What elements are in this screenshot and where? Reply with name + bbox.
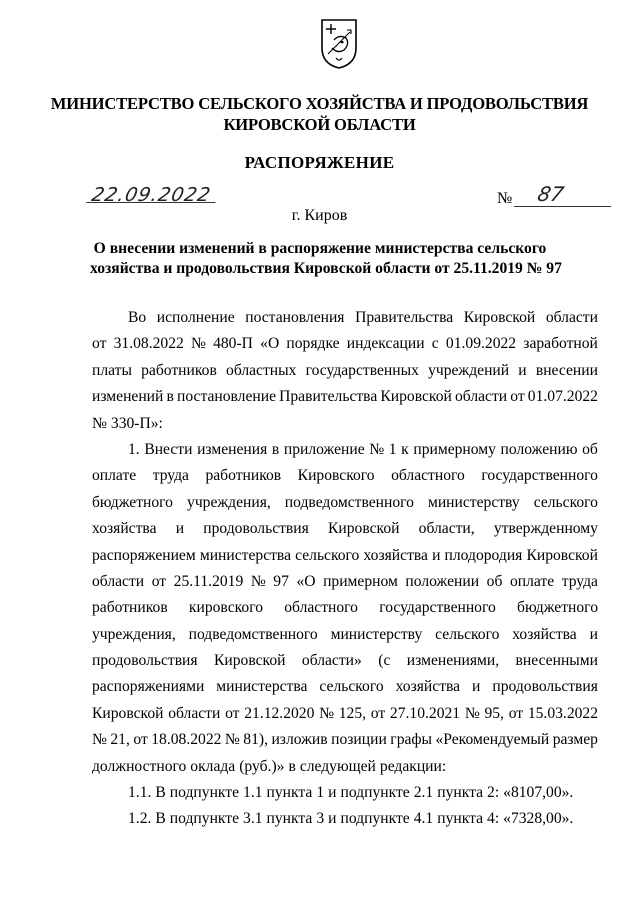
body-line: распоряжением министерства сельского хозяйства и плодородия Кировской (92, 546, 598, 564)
city: г. Киров (291, 207, 348, 224)
body-line: от 31.08.2022 № 480-П «О порядке индексации с 01.09.2022 заработной (92, 335, 598, 353)
body-line: оплате труда работников Кировского областного государственного (92, 467, 598, 485)
ministry-line-2: КИРОВСКОЙ ОБЛАСТИ (223, 115, 416, 134)
ministry-line-1: МИНИСТЕРСТВО СЕЛЬСКОГО ХОЗЯЙСТВА И ПРОДОВОЛЬСТВИЯ (50, 94, 589, 113)
body-line: 1. Внести изменения в приложение № 1 к примерному положению об (128, 440, 598, 458)
body-line: 1.1. В подпункте 1.1 пункта 1 и подпункте 2.1 пункта 2: «8107,00». (128, 784, 574, 802)
body-line: распоряжениями министерства сельского хозяйства и продовольствия (92, 678, 598, 696)
coat-of-arms-emblem (320, 18, 358, 70)
document-type: РАСПОРЯЖЕНИЕ (244, 153, 395, 172)
body-line: Во исполнение постановления Правительства Кировской области (128, 309, 598, 326)
body-line: продовольствия Кировской области» (с изменениями, внесенными (92, 652, 598, 670)
body-line: области от 25.11.2019 № 97 «О примерном положении об оплате труда (92, 572, 598, 590)
document-body (92, 305, 598, 833)
document-subject (90, 239, 562, 279)
number-sign: № (497, 190, 513, 207)
body-line: 1.2. В подпункте 3.1 пункта 3 и подпункте 4.1 пункта 4: «7328,00». (128, 810, 574, 828)
subject-line-1: О внесении изменений в распоряжение министерства сельского (93, 240, 547, 257)
body-line: должностного оклада (руб.)» в следующей редакции: (92, 757, 447, 775)
body-line: бюджетного учреждения, подведомственного министерству сельского (92, 493, 598, 511)
body-line: изменений в постановление Правительства Кировской области от 01.07.2022 (92, 388, 598, 406)
body-line: работников кировского областного государственного бюджетного (92, 599, 598, 617)
body-line: № 330-П»: (92, 414, 163, 432)
ministry-name (0, 93, 639, 135)
body-line: № 21, от 18.08.2022 № 81), изложив позиции графы «Рекомендуемый размер (92, 731, 598, 749)
handwritten-date: 22.09.2022 (89, 184, 214, 206)
body-line: Кировской области от 21.12.2020 № 125, от 27.10.2021 № 95, от 15.03.2022 (92, 704, 598, 722)
body-line: платы работников областных государственных учреждений и внесении (92, 361, 598, 379)
handwritten-number: 87 (535, 182, 567, 206)
body-line: учреждения, подведомственного министерству сельского хозяйства и (92, 625, 598, 643)
subject-line-2: хозяйства и продовольствия Кировской области от 25.11.2019 № 97 (90, 260, 562, 277)
body-line: хозяйства и продовольствия Кировской области, утвержденному (92, 520, 598, 538)
